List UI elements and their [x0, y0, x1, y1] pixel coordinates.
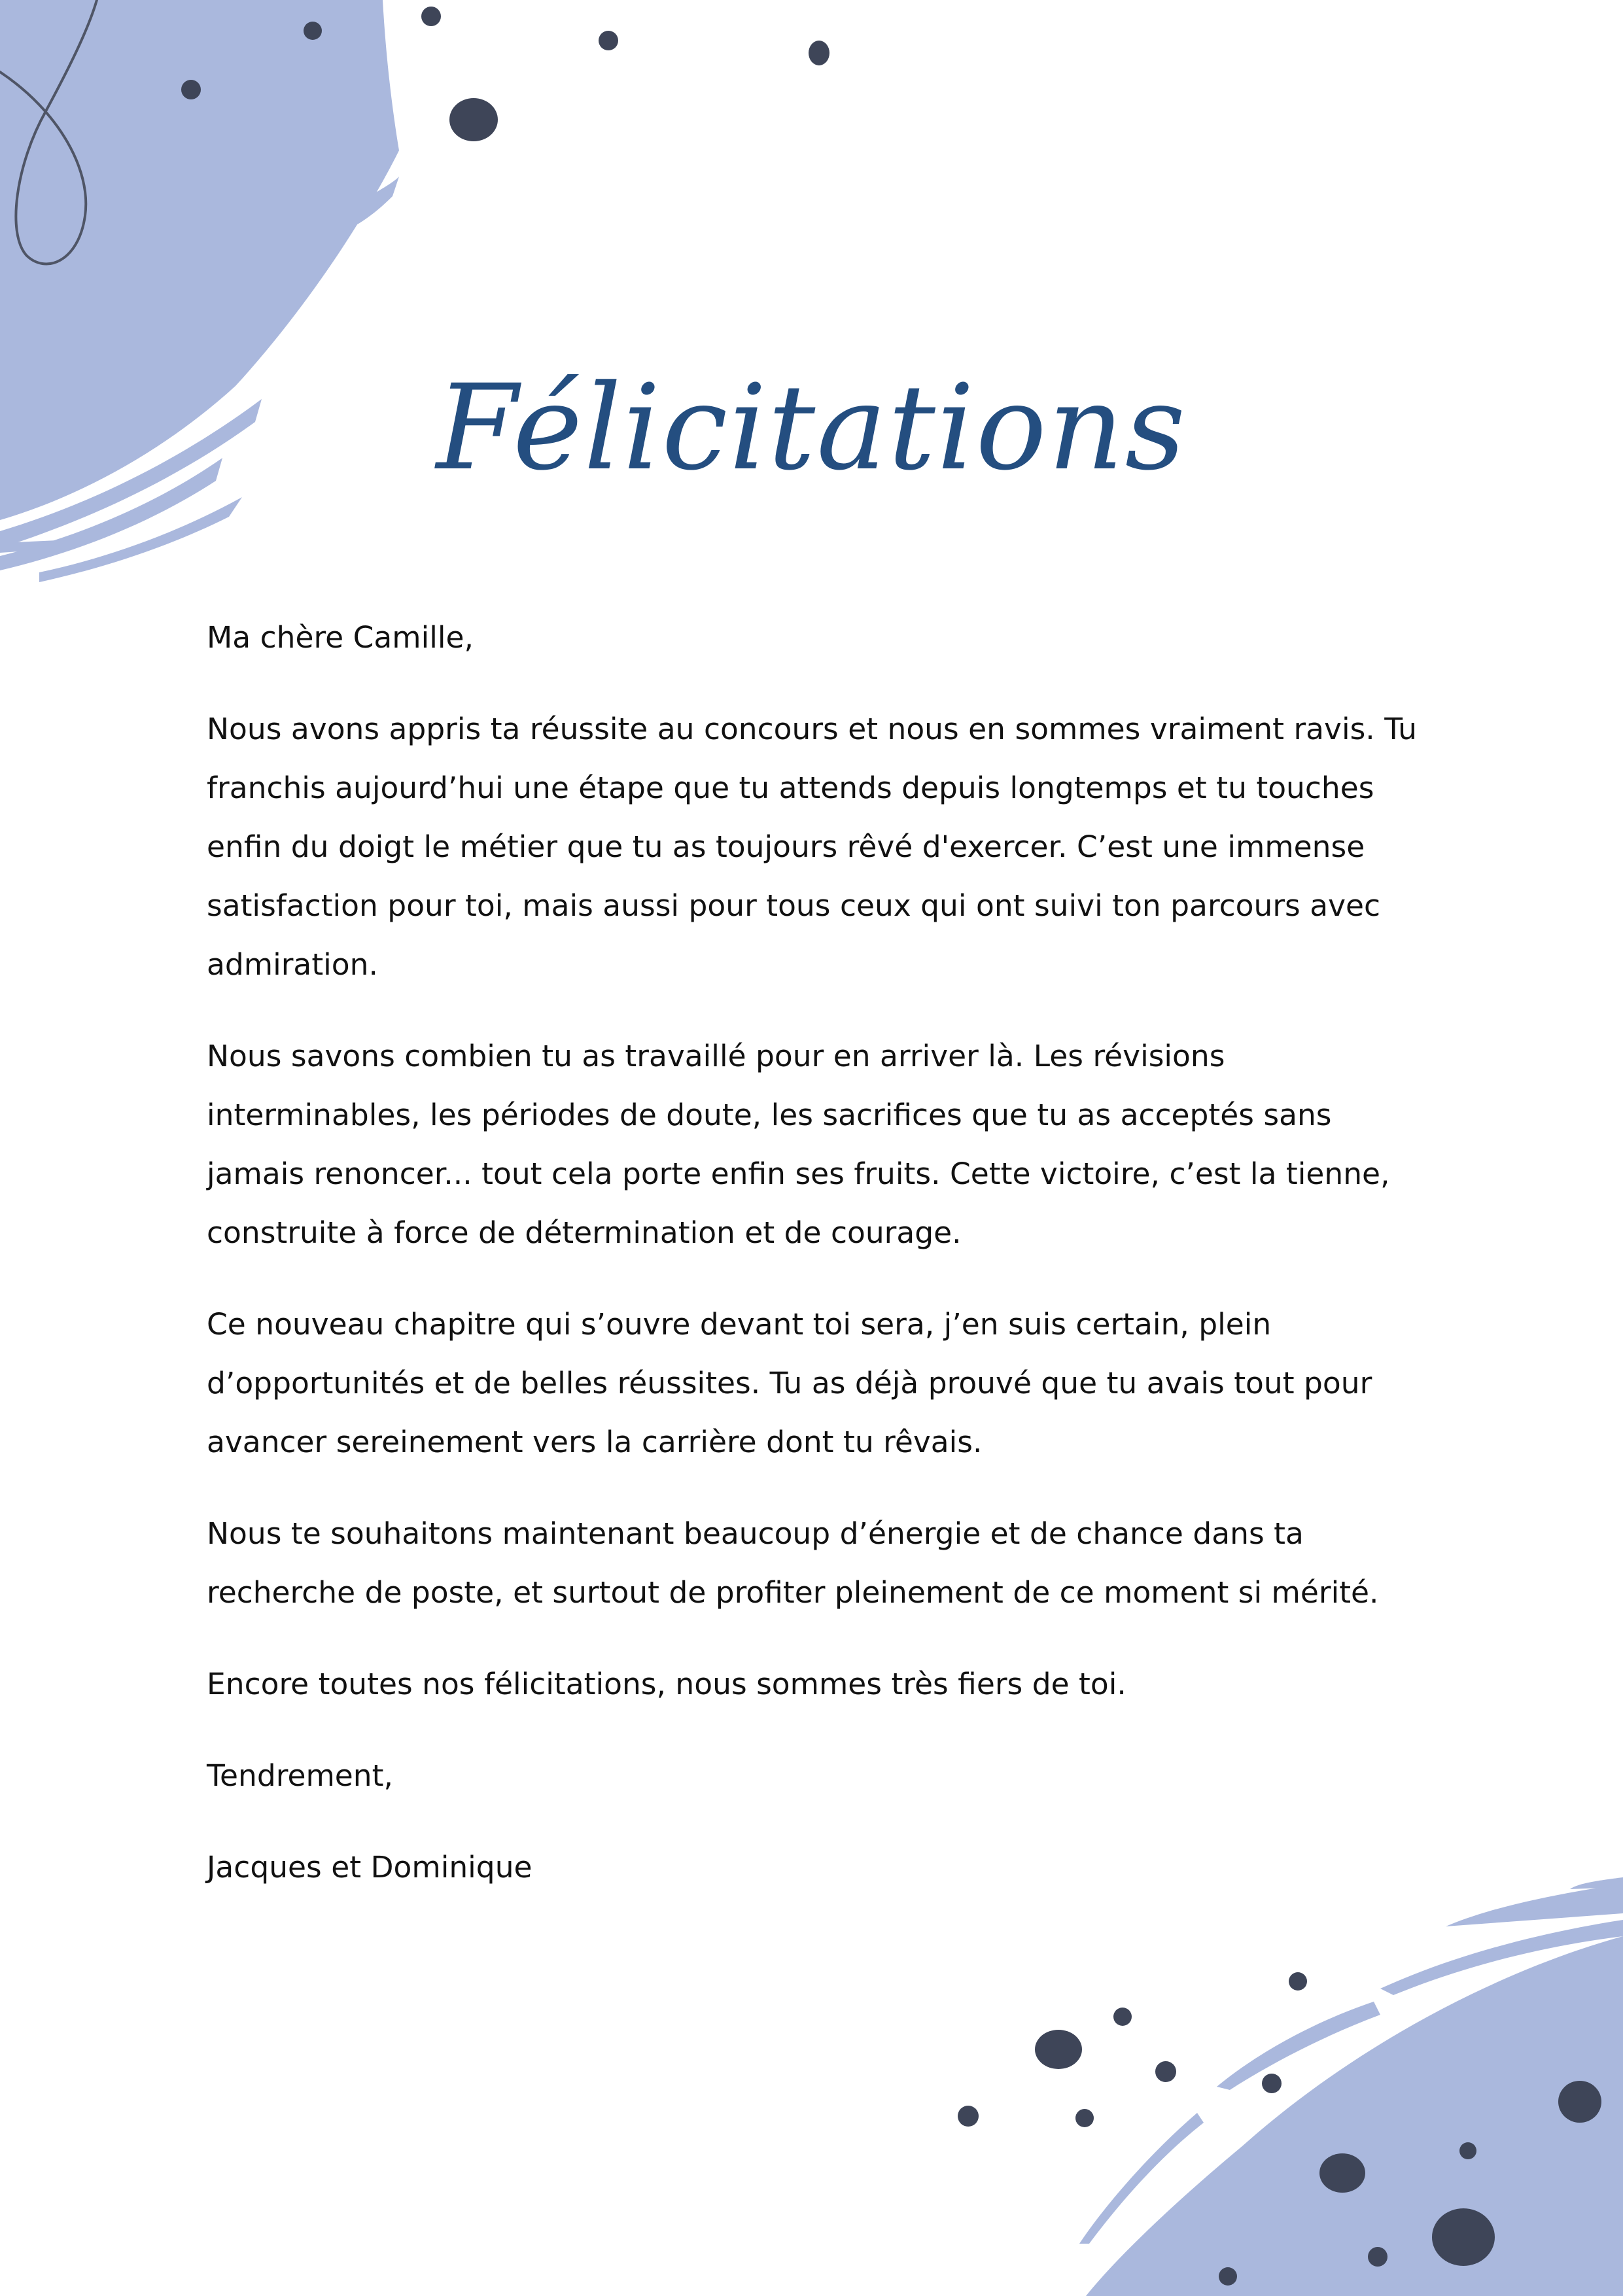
letter-title: Félicitations	[436, 360, 1187, 496]
letter-paragraph: Nous te souhaitons maintenant beaucoup d’énergie et de chance dans ta recherche de poste, et surtout de profiter pleinement de ce moment si mérité.	[207, 1516, 1379, 1610]
letter-greeting: Ma chère Camille,	[207, 620, 474, 655]
letter-paragraph: Ce nouveau chapitre qui s’ouvre devant toi sera, j’en suis certain, plein d’opportunités et de belles réussites. Tu as déjà prouvé que tu avais tout pour avancer sereinement vers la carrière dont tu rêvais.	[207, 1307, 1372, 1459]
letter-signature: Jacques et Dominique	[207, 1850, 532, 1885]
letter-body	[207, 608, 1437, 1930]
letter-paragraph: Nous savons combien tu as travaillé pour en arriver là. Les révisions interminables, les périodes de doute, les sacrifices que tu as acceptés sans jamais renoncer... tout cela porte enfin ses fruits. Cette victoire, c’est la tienne, construite à force de détermination et de courage.	[207, 1039, 1390, 1250]
letter-paragraph: Nous avons appris ta réussite au concours et nous en sommes vraiment ravis. Tu franchis aujourd’hui une étape que tu attends depuis longtemps et tu touches enfin du doigt le métier que tu as toujours rêvé d'exercer. C’est une immense satisfaction pour toi, mais aussi pour tous ceux qui ont suivi ton parcours avec admiration.	[207, 712, 1417, 982]
bottom-right-brush-shape	[1079, 1877, 1623, 2296]
letter-closing: Tendrement,	[207, 1758, 393, 1793]
letter-paragraph: Encore toutes nos félicitations, nous sommes très fiers de toi.	[207, 1667, 1126, 1701]
